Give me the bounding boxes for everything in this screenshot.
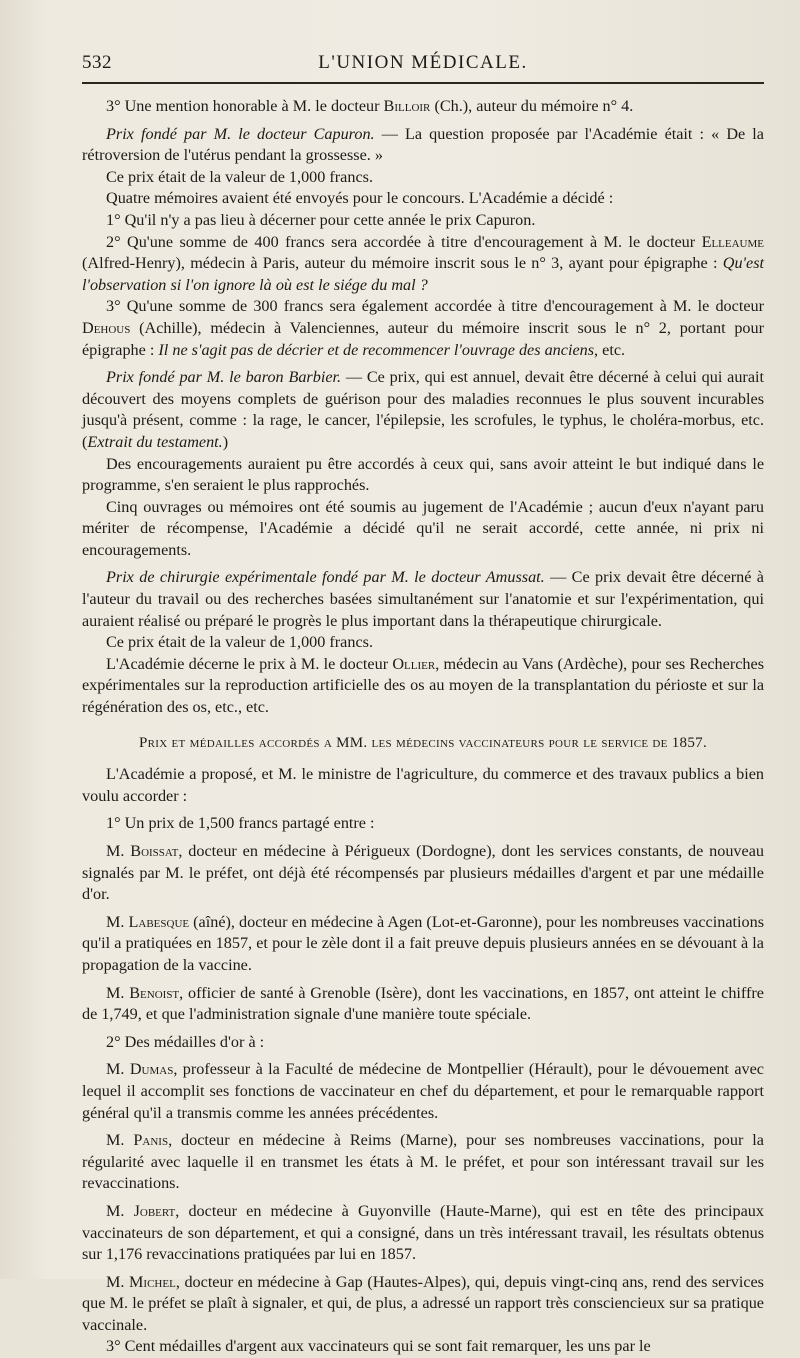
paragraph bbox=[82, 1130, 764, 1195]
text: (aîné), docteur en médecine à Agen (Lot-et-Garonne), pour les nombreuses vaccinations qu'il a pratiquées en 1857, et pour le zèle dont il a fait preuve depuis plusieurs années en se dévouant à la propagation de la vaccine. bbox=[82, 912, 765, 974]
paragraph: Cinq ouvrages ou mémoires ont été soumis au jugement de l'Académie ; aucun d'eux n'ayant paru mériter de récompense, l'Académie a décidé qu'il ne serait accordé, cette année, ni prix ni encouragements. bbox=[82, 497, 764, 559]
text: (Achille), médecin à Valenciennes, auteur du mémoire inscrit sous le n° 2, portant pour épigraphe : bbox=[82, 318, 764, 359]
paragraph: 1° Qu'il n'y a pas lieu à décerner pour cette année le prix Capuron. bbox=[106, 210, 536, 229]
paragraph bbox=[82, 983, 764, 1026]
person-name: Michel bbox=[129, 1272, 176, 1291]
text: M. bbox=[106, 983, 130, 1002]
epigraph: Qu'est l'observation si l'on ignore là où est le siége du mal ? bbox=[82, 254, 764, 294]
text: — Ce prix devait être décerné à l'auteur du travail ou des recherches basées simultanément sur l'anatomie et sur l'expérimentation, qui auraient réalisé ou préparé le progrès le plus important dans la thérapeutique chirurgicale. bbox=[82, 568, 764, 630]
article-body bbox=[82, 96, 764, 1358]
prize-title: Prix fondé par M. le docteur Capuron. bbox=[106, 124, 375, 143]
text: , docteur en médecine à Reims (Marne), pour ses nombreuses vaccinations, pour la régularité avec laquelle il en transmet les états à M. le préfet, et pour son intéressant travail sur les revaccinations. bbox=[82, 1131, 764, 1193]
page-number: 532 bbox=[82, 52, 112, 73]
paragraph bbox=[82, 1059, 764, 1124]
paragraph: Ce prix était de la valeur de 1,000 francs. bbox=[106, 633, 373, 652]
person-name: Boissat bbox=[130, 842, 179, 860]
paragraph: Quatre mémoires avaient été envoyés pour le concours. L'Académie a décidé : bbox=[106, 189, 614, 208]
text: M. bbox=[106, 1201, 134, 1220]
text: (Ch.), auteur du mémoire n° 4. bbox=[430, 97, 634, 115]
text: — La question proposée par l'Académie était : « De la rétroversion de l'utérus pendant la grossesse. » bbox=[82, 124, 764, 165]
paragraph bbox=[82, 912, 764, 977]
text: M. bbox=[106, 1272, 130, 1291]
text: (Alfred-Henry), médecin à Paris, auteur du mémoire inscrit sous le n° 3, ayant pour épigraphe : bbox=[82, 254, 723, 273]
person-name: Dehous bbox=[82, 318, 131, 337]
text: 3° Qu'une somme de 300 francs sera également accordée à titre d'encouragement à M. le docteur bbox=[106, 297, 764, 316]
paragraph: Des encouragements auraient pu être accordés à ceux qui, sans avoir atteint le but indiqué dans le programme, s'en seraient le plus rapprochés. bbox=[82, 454, 764, 495]
person-name: Billoir bbox=[383, 97, 431, 115]
person-name: Labesque bbox=[128, 912, 190, 931]
text: ) bbox=[222, 432, 229, 451]
person-name: Ollier bbox=[392, 654, 436, 673]
paragraph: 2° Des médailles d'or à : bbox=[106, 1032, 265, 1051]
paragraph: L'Académie a proposé, et M. le ministre de l'agriculture, du commerce et des travaux publics a bien voulu accorder : bbox=[82, 765, 764, 805]
person-name: Jobert bbox=[133, 1201, 176, 1220]
paragraph bbox=[82, 296, 764, 361]
person-name: Benoist bbox=[129, 983, 180, 1002]
epigraph: Il ne s'agit pas de décrier et de recommencer l'ouvrage des anciens bbox=[158, 340, 595, 359]
person-name: Dumas bbox=[129, 1060, 174, 1079]
running-head: L'UNION MÉDICALE. bbox=[318, 52, 528, 73]
text: M. bbox=[106, 1060, 130, 1079]
text: M. bbox=[106, 912, 129, 931]
paragraph bbox=[82, 654, 764, 719]
person-name: Panis bbox=[133, 1131, 169, 1150]
text: , docteur en médecine à Gap (Hautes-Alpes), qui, depuis vingt-cinq ans, rend des services que M. le préfet se plaît à signaler, et qui, de plus, a adressé un rapport très consciencieux sur sa pratique vaccinale. bbox=[82, 1272, 764, 1334]
text: , médecin au Vans (Ardèche), pour ses Recherches expérimentales sur la reproduction artificielle des os au moyen de la transplantation du périoste et sur la régénération des os, etc., etc. bbox=[82, 654, 764, 717]
paragraph bbox=[82, 1201, 764, 1266]
text: , docteur en médecine à Guyonville (Haute-Marne), qui est en tête des principaux vaccinateurs de son département, et qui a consigné, dans un très intéressant travail, les résultats obtenus sur 1,176 revaccinations pratiquées par lui en 1857. bbox=[82, 1201, 764, 1264]
prize-title: Prix fondé par M. le baron Barbier. bbox=[106, 368, 342, 387]
text: , professeur à la Faculté de médecine de Montpellier (Hérault), pour le dévouement avec lequel il accomplit ses fonctions de vaccinateur en chef du département, et pour le remarquable rapport général qu'il a transmis comme les années précédentes. bbox=[82, 1060, 764, 1122]
paragraph: Ce prix était de la valeur de 1,000 francs. bbox=[106, 167, 373, 186]
text: , docteur en médecine à Périgueux (Dordogne), dont les services constants, de nouveau signalés par M. le préfet, ont déjà été récompensés par plusieurs médailles d'argent et par une médaille d'or. bbox=[82, 842, 764, 904]
paragraph: 3° Cent médailles d'argent aux vaccinateurs qui se sont fait remarquer, les uns par le bbox=[106, 1337, 651, 1356]
text: — Ce prix, qui est annuel, devait être décerné à celui qui aurait découvert des moyens complets de guérison pour des maladies reconnues le plus souvent incurables jusqu'à présent, comme : la rage, le cancer, l'épilepsie, les scrofules, le typhus, le choléra-morbus, etc. ( bbox=[82, 368, 764, 451]
paragraph bbox=[82, 567, 764, 632]
text: , officier de santé à Grenoble (Isère), dont les vaccinations, en 1857, ont atteint le chiffre de 1,749, et que l'administration signale d'une manière toute spéciale. bbox=[82, 983, 764, 1024]
text: M. bbox=[106, 842, 131, 860]
person-name: Elleaume bbox=[701, 232, 764, 251]
paragraph: 1° Un prix de 1,500 francs partagé entre : bbox=[106, 814, 375, 833]
text: 2° Qu'une somme de 400 francs sera accordée à titre d'encouragement à M. le docteur bbox=[106, 232, 702, 251]
paragraph bbox=[82, 96, 764, 118]
text: 3° Une mention honorable à M. le docteur bbox=[106, 97, 384, 115]
section-title: Prix et médailles accordés a MM. les médecins vaccinateurs pour le service de 1857. bbox=[139, 734, 707, 751]
page-header bbox=[82, 52, 764, 84]
text: , etc. bbox=[594, 340, 626, 359]
citation: Extrait du testament. bbox=[87, 432, 223, 451]
paragraph bbox=[82, 124, 764, 167]
paragraph bbox=[82, 1272, 764, 1337]
paragraph bbox=[82, 232, 764, 297]
paragraph bbox=[82, 367, 764, 453]
paragraph bbox=[82, 841, 764, 906]
text: L'Académie décerne le prix à M. le docteur bbox=[106, 654, 393, 673]
text: M. bbox=[106, 1131, 134, 1150]
prize-title: Prix de chirurgie expérimentale fondé par M. le docteur Amussat. bbox=[106, 568, 545, 587]
